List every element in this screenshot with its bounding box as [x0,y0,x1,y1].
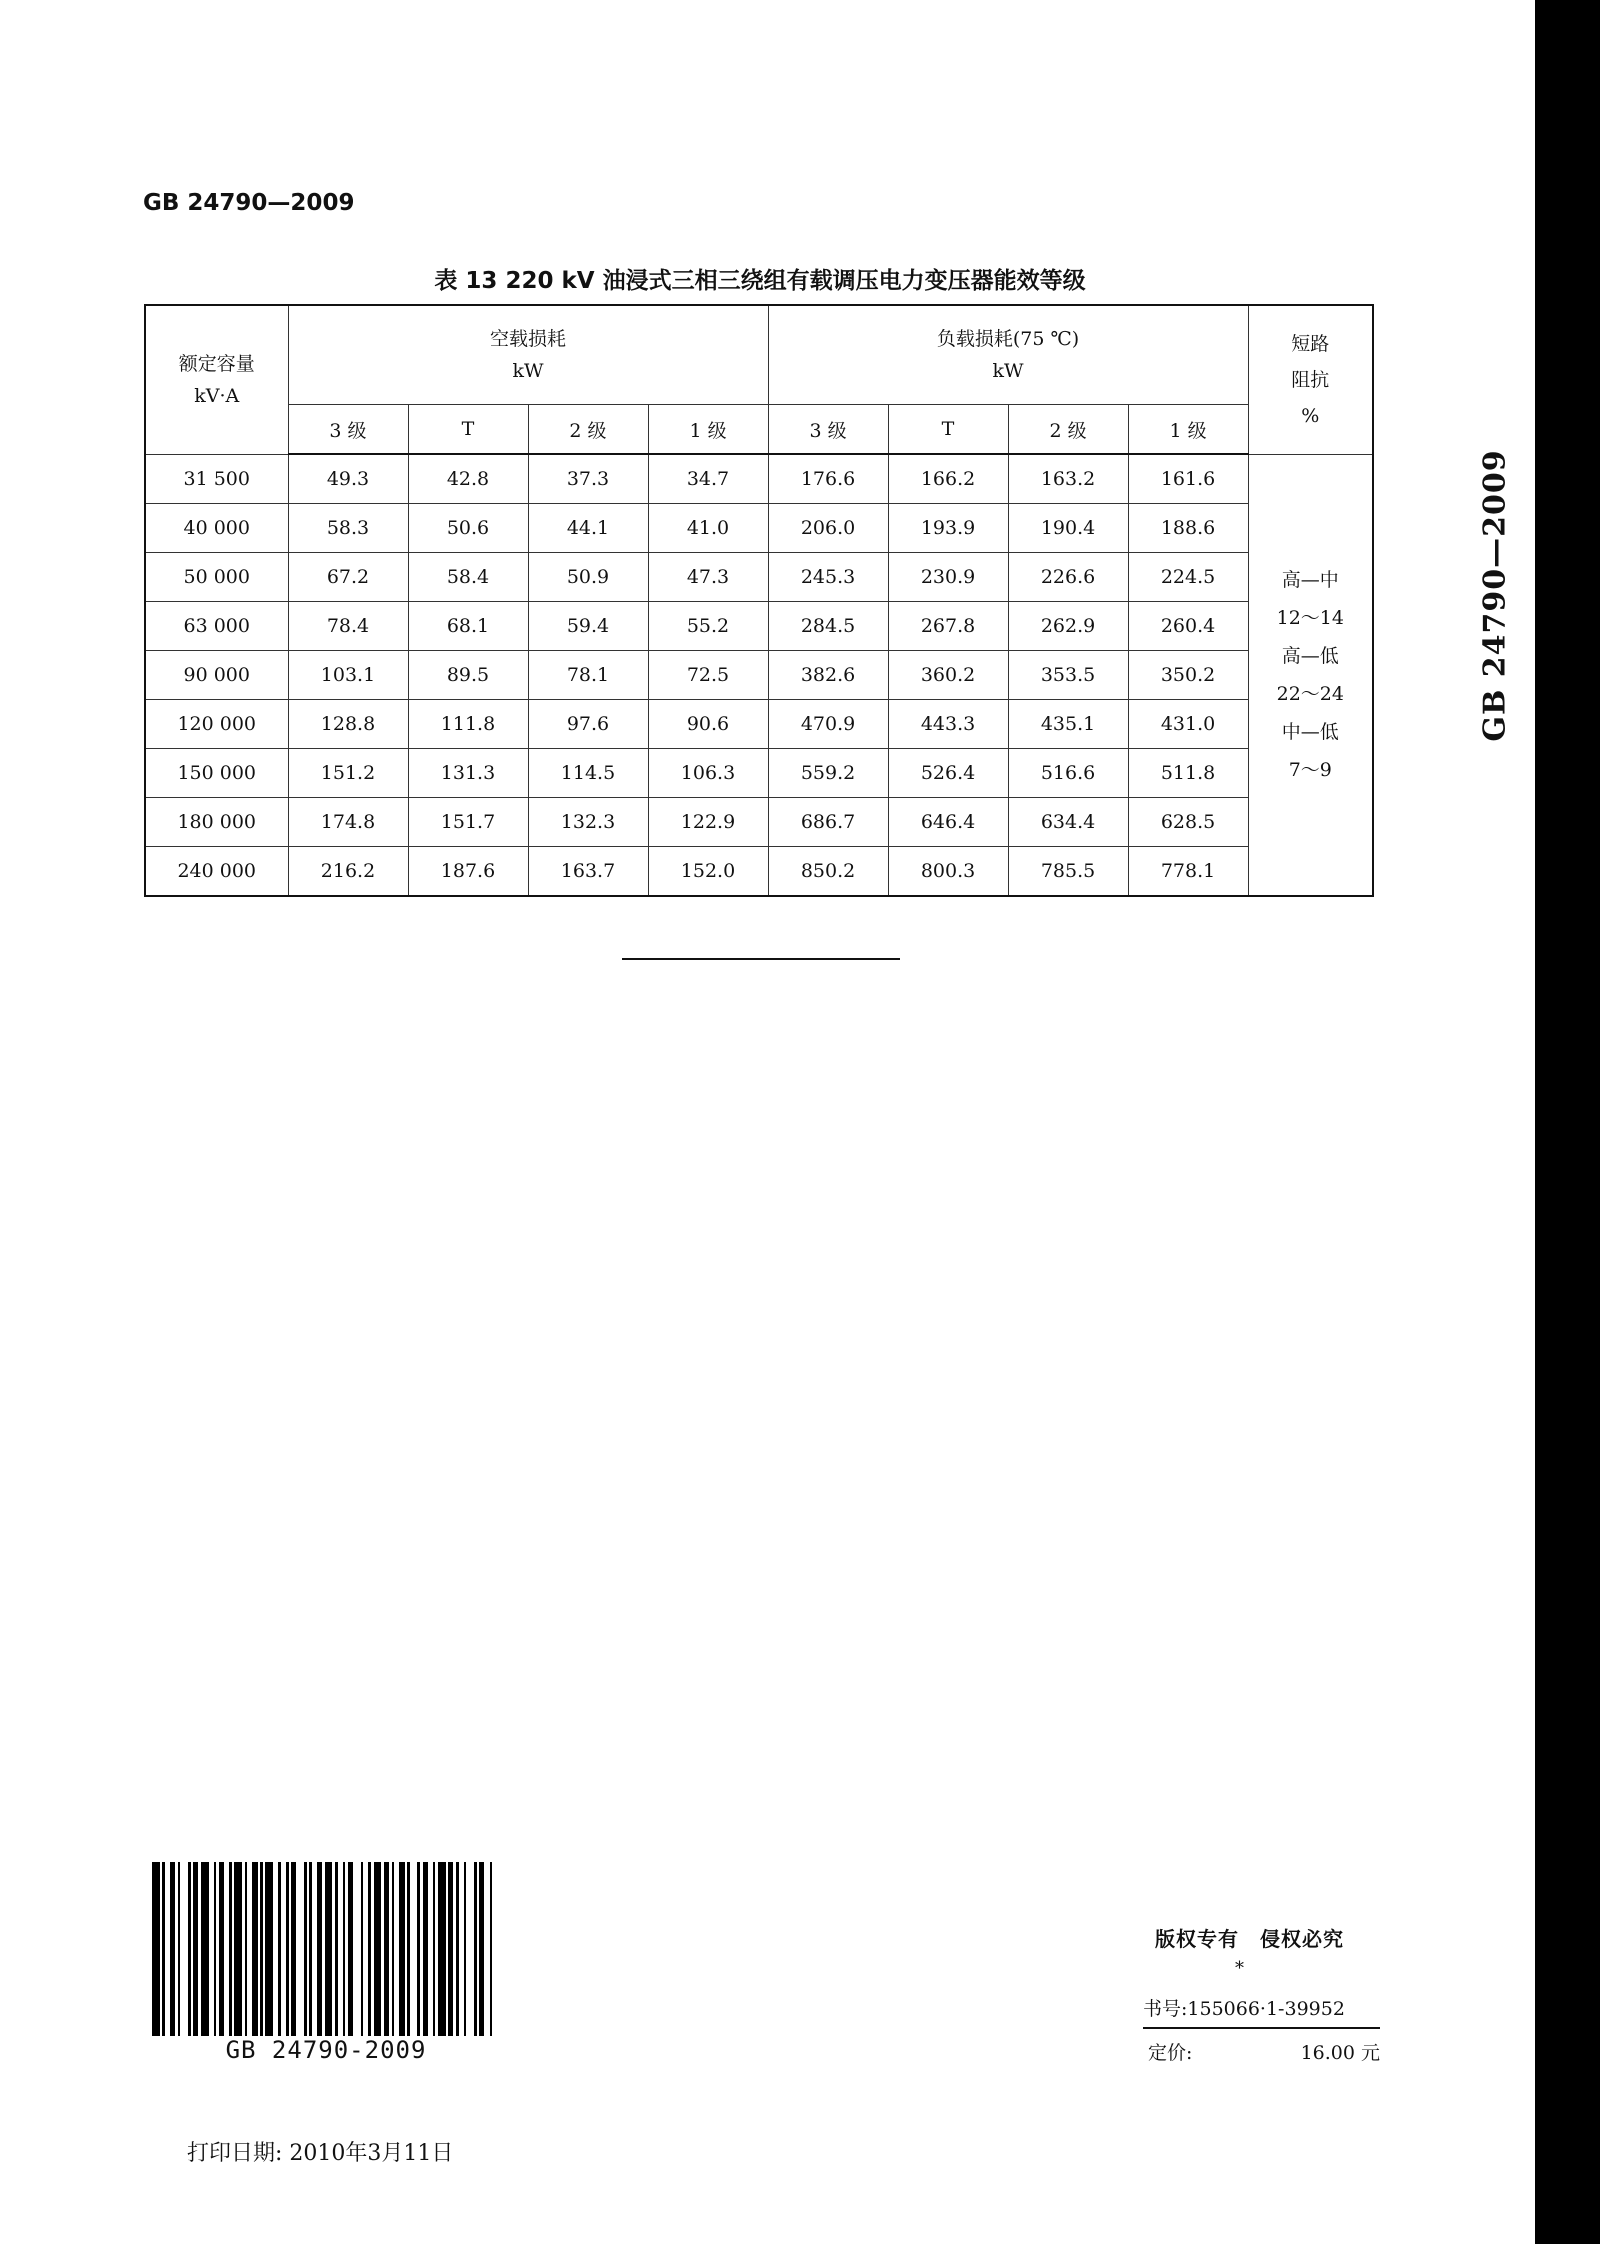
table-row [145,504,1373,553]
impedance-cell [1248,454,1373,896]
load-loss-cell: 360.2 [888,651,1008,700]
capacity-header-line-1: 额定容量 [178,352,255,375]
no-load-loss-cell: 72.5 [648,651,768,700]
capacity-cell: 120 000 [145,700,288,749]
no-load-loss-cell: 37.3 [528,454,648,504]
no-load-loss-unit: kW [512,360,544,382]
table-row [145,700,1373,749]
load-loss-cell: 262.9 [1008,602,1128,651]
impedance-header [1248,305,1373,454]
end-of-content-rule [622,958,900,960]
grade-header-cell: 3 级 [288,405,408,455]
load-loss-cell: 634.4 [1008,798,1128,847]
load-loss-cell: 435.1 [1008,700,1128,749]
no-load-loss-cell: 42.8 [408,454,528,504]
load-loss-cell: 245.3 [768,553,888,602]
load-loss-cell: 226.6 [1008,553,1128,602]
no-load-loss-cell: 67.2 [288,553,408,602]
no-load-loss-cell: 49.3 [288,454,408,504]
load-loss-cell: 382.6 [768,651,888,700]
table-row [145,651,1373,700]
scan-edge-strip [1535,0,1600,2244]
efficiency-grade-table [144,304,1374,897]
load-loss-cell: 176.6 [768,454,888,504]
no-load-loss-cell: 106.3 [648,749,768,798]
capacity-cell: 63 000 [145,602,288,651]
no-load-loss-cell: 68.1 [408,602,528,651]
no-load-loss-cell: 151.7 [408,798,528,847]
no-load-loss-cell: 78.1 [528,651,648,700]
load-loss-cell: 511.8 [1128,749,1248,798]
grade-header-cell: T [408,405,528,455]
load-loss-cell: 850.2 [768,847,888,897]
no-load-loss-cell: 90.6 [648,700,768,749]
no-load-loss-cell: 174.8 [288,798,408,847]
impedance-value: 12～14 [1276,606,1344,629]
no-load-loss-cell: 78.4 [288,602,408,651]
load-loss-cell: 686.7 [768,798,888,847]
no-load-loss-cell: 151.2 [288,749,408,798]
no-load-loss-cell: 114.5 [528,749,648,798]
price-label: 定价: [1148,2042,1193,2064]
impedance-value: 中—低 [1281,720,1339,743]
no-load-loss-title: 空载损耗 [490,328,567,350]
impedance-header-line-2: 阻抗 [1291,368,1330,391]
table-row [145,553,1373,602]
grade-header-cell: 2 级 [1008,405,1128,455]
no-load-loss-cell: 163.7 [528,847,648,897]
load-loss-header [768,305,1248,405]
impedance-header-unit: % [1301,404,1320,427]
impedance-value: 22～24 [1276,682,1344,705]
print-date: 打印日期: 2010年3月11日 [187,2141,454,2166]
load-loss-cell: 778.1 [1128,847,1248,897]
load-loss-cell: 230.9 [888,553,1008,602]
load-loss-cell: 559.2 [768,749,888,798]
no-load-loss-cell: 131.3 [408,749,528,798]
load-loss-cell: 188.6 [1128,504,1248,553]
no-load-loss-cell: 47.3 [648,553,768,602]
load-loss-cell: 470.9 [768,700,888,749]
load-loss-title: 负载损耗(75 ℃) [936,328,1080,350]
no-load-loss-cell: 58.4 [408,553,528,602]
no-load-loss-cell: 89.5 [408,651,528,700]
load-loss-cell: 431.0 [1128,700,1248,749]
load-loss-cell: 267.8 [888,602,1008,651]
barcode-text: GB 24790-2009 [225,2036,427,2064]
load-loss-cell: 646.4 [888,798,1008,847]
no-load-loss-cell: 111.8 [408,700,528,749]
capacity-cell: 40 000 [145,504,288,553]
grade-header-cell: 1 级 [648,405,768,455]
load-loss-cell: 166.2 [888,454,1008,504]
capacity-cell: 240 000 [145,847,288,897]
load-loss-cell: 193.9 [888,504,1008,553]
impedance-value: 高—低 [1281,644,1339,667]
price-value: 16.00 元 [1300,2042,1380,2064]
load-loss-cell: 284.5 [768,602,888,651]
load-loss-cell: 260.4 [1128,602,1248,651]
load-loss-unit: kW [992,360,1024,382]
grade-header-cell: 1 级 [1128,405,1248,455]
capacity-cell: 180 000 [145,798,288,847]
no-load-loss-cell: 103.1 [288,651,408,700]
load-loss-cell: 516.6 [1008,749,1128,798]
no-load-loss-cell: 59.4 [528,602,648,651]
load-loss-cell: 785.5 [1008,847,1128,897]
impedance-header-line-1: 短路 [1291,332,1330,355]
table-row [145,847,1373,897]
no-load-loss-cell: 41.0 [648,504,768,553]
copyright-notice: 版权专有 侵权必究 [1155,1927,1344,1951]
load-loss-cell: 224.5 [1128,553,1248,602]
table-row [145,454,1373,504]
no-load-loss-cell: 187.6 [408,847,528,897]
barcode [152,1862,500,2036]
no-load-loss-cell: 58.3 [288,504,408,553]
load-loss-cell: 353.5 [1008,651,1128,700]
star-mark: * [1235,1958,1244,1979]
no-load-loss-header [288,305,768,405]
header-standard-code: GB 24790—2009 [143,190,355,216]
load-loss-cell: 350.2 [1128,651,1248,700]
capacity-cell: 50 000 [145,553,288,602]
capacity-header-line-2: kV·A [194,384,240,407]
load-loss-cell: 190.4 [1008,504,1128,553]
no-load-loss-cell: 50.9 [528,553,648,602]
capacity-cell: 90 000 [145,651,288,700]
table-row [145,602,1373,651]
load-loss-cell: 206.0 [768,504,888,553]
no-load-loss-cell: 216.2 [288,847,408,897]
load-loss-cell: 526.4 [888,749,1008,798]
table-title: 表 13 220 kV 油浸式三相三绕组有载调压电力变压器能效等级 [434,268,1086,294]
grade-header-cell: 2 级 [528,405,648,455]
capacity-cell: 150 000 [145,749,288,798]
grade-header-cell: 3 级 [768,405,888,455]
no-load-loss-cell: 128.8 [288,700,408,749]
no-load-loss-cell: 50.6 [408,504,528,553]
no-load-loss-cell: 44.1 [528,504,648,553]
load-loss-cell: 161.6 [1128,454,1248,504]
no-load-loss-cell: 132.3 [528,798,648,847]
no-load-loss-cell: 122.9 [648,798,768,847]
table-row [145,798,1373,847]
price-line [1148,2038,1380,2065]
impedance-value: 高—中 [1281,568,1339,591]
no-load-loss-cell: 34.7 [648,454,768,504]
no-load-loss-cell: 97.6 [528,700,648,749]
grade-header-cell: T [888,405,1008,455]
load-loss-cell: 800.3 [888,847,1008,897]
side-standard-code: GB 24790—2009 [1477,448,1513,742]
load-loss-cell: 628.5 [1128,798,1248,847]
no-load-loss-cell: 55.2 [648,602,768,651]
table-row [145,749,1373,798]
load-loss-cell: 443.3 [888,700,1008,749]
load-loss-cell: 163.2 [1008,454,1128,504]
capacity-cell: 31 500 [145,454,288,504]
book-number: 书号:155066·1-39952 [1143,1994,1380,2029]
no-load-loss-cell: 152.0 [648,847,768,897]
capacity-header [145,305,288,454]
impedance-value: 7～9 [1288,758,1332,781]
